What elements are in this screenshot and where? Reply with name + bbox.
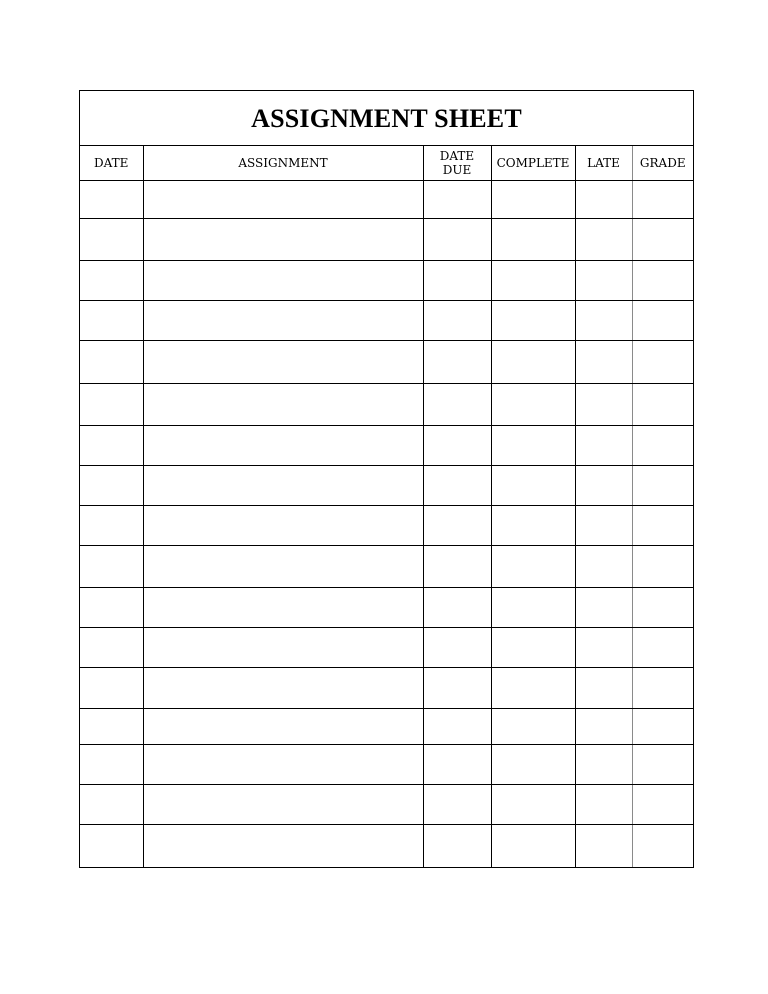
table-row xyxy=(80,668,693,709)
cell-complete[interactable] xyxy=(491,219,575,261)
column-header-date: DATE xyxy=(80,146,143,181)
table-row xyxy=(80,745,693,785)
cell-date[interactable] xyxy=(80,384,143,426)
title-row xyxy=(80,91,693,146)
cell-date[interactable] xyxy=(80,785,143,825)
table-row xyxy=(80,466,693,506)
cell-grade[interactable] xyxy=(632,546,693,588)
cell-date[interactable] xyxy=(80,588,143,628)
cell-date[interactable] xyxy=(80,181,143,219)
cell-assignment[interactable] xyxy=(143,628,423,668)
cell-grade[interactable] xyxy=(632,628,693,668)
cell-late[interactable] xyxy=(575,384,632,426)
cell-assignment[interactable] xyxy=(143,745,423,785)
cell-complete[interactable] xyxy=(491,466,575,506)
cell-date[interactable] xyxy=(80,426,143,466)
column-header-late: LATE xyxy=(575,146,632,181)
cell-assignment[interactable] xyxy=(143,181,423,219)
cell-complete[interactable] xyxy=(491,546,575,588)
cell-grade[interactable] xyxy=(632,426,693,466)
cell-date-due[interactable] xyxy=(423,825,491,868)
assignment-sheet xyxy=(79,90,694,868)
cell-complete[interactable] xyxy=(491,745,575,785)
cell-grade[interactable] xyxy=(632,384,693,426)
cell-late[interactable] xyxy=(575,219,632,261)
cell-grade[interactable] xyxy=(632,181,693,219)
cell-date-due[interactable] xyxy=(423,261,491,301)
cell-late[interactable] xyxy=(575,628,632,668)
cell-grade[interactable] xyxy=(632,709,693,745)
cell-date[interactable] xyxy=(80,301,143,341)
cell-assignment[interactable] xyxy=(143,301,423,341)
cell-assignment[interactable] xyxy=(143,466,423,506)
column-header-complete: COMPLETE xyxy=(491,146,575,181)
cell-date-due[interactable] xyxy=(423,506,491,546)
cell-date-due[interactable] xyxy=(423,785,491,825)
cell-date-due[interactable] xyxy=(423,668,491,709)
cell-late[interactable] xyxy=(575,341,632,384)
cell-late[interactable] xyxy=(575,546,632,588)
cell-assignment[interactable] xyxy=(143,426,423,466)
cell-late[interactable] xyxy=(575,588,632,628)
cell-date-due[interactable] xyxy=(423,546,491,588)
cell-date[interactable] xyxy=(80,261,143,301)
cell-grade[interactable] xyxy=(632,588,693,628)
table-row xyxy=(80,825,693,868)
cell-date-due[interactable] xyxy=(423,341,491,384)
cell-complete[interactable] xyxy=(491,709,575,745)
cell-assignment[interactable] xyxy=(143,546,423,588)
cell-date[interactable] xyxy=(80,506,143,546)
cell-assignment[interactable] xyxy=(143,785,423,825)
cell-assignment[interactable] xyxy=(143,668,423,709)
table-row xyxy=(80,181,693,219)
header-row xyxy=(80,146,693,181)
cell-late[interactable] xyxy=(575,181,632,219)
cell-date-due[interactable] xyxy=(423,181,491,219)
cell-late[interactable] xyxy=(575,426,632,466)
cell-date-due[interactable] xyxy=(423,709,491,745)
table-row xyxy=(80,506,693,546)
table-row xyxy=(80,384,693,426)
cell-complete[interactable] xyxy=(491,384,575,426)
cell-late[interactable] xyxy=(575,668,632,709)
cell-date[interactable] xyxy=(80,825,143,868)
cell-late[interactable] xyxy=(575,261,632,301)
cell-date[interactable] xyxy=(80,341,143,384)
assignment-table xyxy=(80,146,693,867)
cell-complete[interactable] xyxy=(491,301,575,341)
cell-late[interactable] xyxy=(575,506,632,546)
cell-grade[interactable] xyxy=(632,261,693,301)
cell-date-due[interactable] xyxy=(423,466,491,506)
cell-date[interactable] xyxy=(80,709,143,745)
cell-grade[interactable] xyxy=(632,301,693,341)
cell-grade[interactable] xyxy=(632,745,693,785)
cell-grade[interactable] xyxy=(632,668,693,709)
cell-complete[interactable] xyxy=(491,261,575,301)
cell-date[interactable] xyxy=(80,466,143,506)
cell-complete[interactable] xyxy=(491,668,575,709)
cell-grade[interactable] xyxy=(632,466,693,506)
column-header-assignment: ASSIGNMENT xyxy=(143,146,423,181)
cell-assignment[interactable] xyxy=(143,709,423,745)
cell-complete[interactable] xyxy=(491,341,575,384)
cell-complete[interactable] xyxy=(491,588,575,628)
column-header-grade: GRADE xyxy=(632,146,693,181)
table-row xyxy=(80,709,693,745)
cell-assignment[interactable] xyxy=(143,825,423,868)
cell-date[interactable] xyxy=(80,546,143,588)
cell-date[interactable] xyxy=(80,219,143,261)
cell-date-due[interactable] xyxy=(423,628,491,668)
cell-late[interactable] xyxy=(575,745,632,785)
cell-assignment[interactable] xyxy=(143,506,423,546)
table-body xyxy=(80,181,693,868)
cell-grade[interactable] xyxy=(632,825,693,868)
cell-late[interactable] xyxy=(575,709,632,745)
cell-grade[interactable] xyxy=(632,219,693,261)
table-row xyxy=(80,261,693,301)
cell-date[interactable] xyxy=(80,668,143,709)
table-row xyxy=(80,301,693,341)
cell-date-due[interactable] xyxy=(423,384,491,426)
cell-complete[interactable] xyxy=(491,181,575,219)
cell-complete[interactable] xyxy=(491,825,575,868)
table-row xyxy=(80,588,693,628)
cell-grade[interactable] xyxy=(632,341,693,384)
cell-late[interactable] xyxy=(575,785,632,825)
cell-date[interactable] xyxy=(80,628,143,668)
table-row xyxy=(80,628,693,668)
cell-assignment[interactable] xyxy=(143,384,423,426)
cell-assignment[interactable] xyxy=(143,341,423,384)
cell-date-due[interactable] xyxy=(423,745,491,785)
cell-assignment[interactable] xyxy=(143,588,423,628)
cell-late[interactable] xyxy=(575,301,632,341)
cell-late[interactable] xyxy=(575,825,632,868)
cell-date-due[interactable] xyxy=(423,301,491,341)
cell-grade[interactable] xyxy=(632,785,693,825)
column-header-date-due: DATE DUE xyxy=(423,146,491,181)
cell-date-due[interactable] xyxy=(423,219,491,261)
cell-complete[interactable] xyxy=(491,785,575,825)
table-row xyxy=(80,426,693,466)
cell-complete[interactable] xyxy=(491,506,575,546)
cell-assignment[interactable] xyxy=(143,261,423,301)
cell-late[interactable] xyxy=(575,466,632,506)
table-row xyxy=(80,546,693,588)
table-row xyxy=(80,341,693,384)
table-row xyxy=(80,219,693,261)
table-row xyxy=(80,785,693,825)
cell-assignment[interactable] xyxy=(143,219,423,261)
cell-complete[interactable] xyxy=(491,628,575,668)
cell-date-due[interactable] xyxy=(423,588,491,628)
page-title: ASSIGNMENT SHEET xyxy=(251,104,522,133)
cell-date-due[interactable] xyxy=(423,426,491,466)
cell-date[interactable] xyxy=(80,745,143,785)
cell-grade[interactable] xyxy=(632,506,693,546)
cell-complete[interactable] xyxy=(491,426,575,466)
